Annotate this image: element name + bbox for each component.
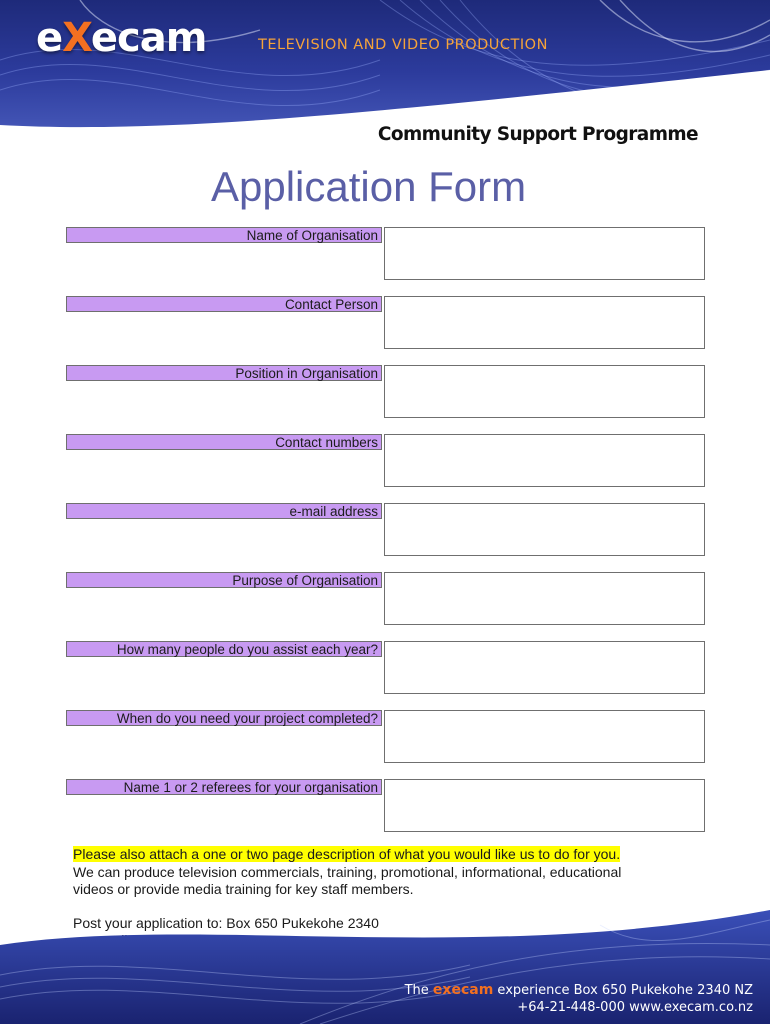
form-title: Application Form <box>211 163 527 210</box>
organisation-name-input[interactable] <box>384 227 705 280</box>
contact-person-input[interactable] <box>384 296 705 349</box>
services-line-1: We can produce television commercials, training, promotional, informational, educational <box>73 863 622 880</box>
field-label: How many people do you assist each year? <box>66 641 382 657</box>
email-input[interactable] <box>384 503 705 556</box>
field-label: Contact Person <box>66 296 382 312</box>
footer-brand: execam <box>432 982 494 998</box>
field-label: Position in Organisation <box>66 365 382 381</box>
contact-numbers-input[interactable] <box>384 434 705 487</box>
field-label: Name 1 or 2 referees for your organisation <box>66 779 382 795</box>
attachment-note: Please also attach a one or two page description of what you would like us to do for you. <box>73 846 621 862</box>
postal-address: Post your application to: Box 650 Pukekohe 2340 <box>73 914 379 931</box>
field-label: Name of Organisation <box>66 227 382 243</box>
purpose-input[interactable] <box>384 572 705 625</box>
field-label: When do you need your project completed? <box>66 710 382 726</box>
field-label: e-mail address <box>66 503 382 519</box>
footer-banner <box>0 905 770 1024</box>
position-input[interactable] <box>384 365 705 418</box>
footer-contact: +64-21-448-000 www.execam.co.nz <box>517 1000 753 1015</box>
footer-address: The execam experience Box 650 Pukekohe 2340 NZ <box>404 982 753 998</box>
referees-input[interactable] <box>384 779 705 832</box>
field-label: Purpose of Organisation <box>66 572 382 588</box>
field-label: Contact numbers <box>66 434 382 450</box>
execam-logo: eXecam <box>36 15 207 61</box>
programme-title: Community Support Programme <box>377 124 698 145</box>
tagline: TELEVISION AND VIDEO PRODUCTION <box>258 37 548 53</box>
completion-date-input[interactable] <box>384 710 705 763</box>
people-assisted-input[interactable] <box>384 641 705 694</box>
services-line-2: videos or provide media training for key staff members. <box>73 881 414 897</box>
